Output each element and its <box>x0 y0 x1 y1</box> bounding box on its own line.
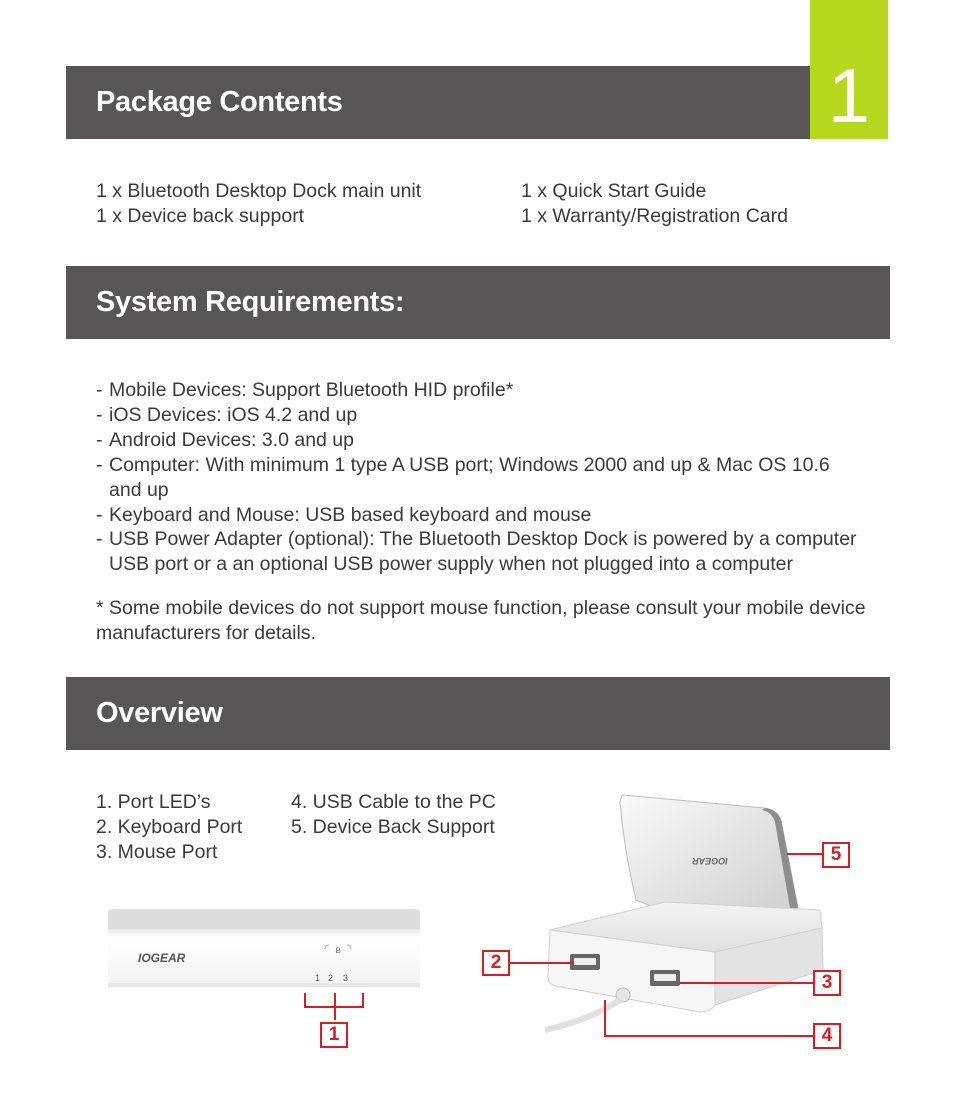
callout-4-leader <box>604 1035 813 1037</box>
callout-1-leader <box>334 1006 336 1020</box>
requirement-item: - Android Devices: 3.0 and up <box>96 428 896 453</box>
led-number: 2 <box>328 973 334 983</box>
requirement-item: - USB Power Adapter (optional): The Bluetooth Desktop Dock is powered by a computer USB port or a an optional USB power supply when not plugged into a computer <box>96 527 884 577</box>
callout-4: 4 <box>813 1023 841 1049</box>
dock-front-view-image <box>100 905 430 1000</box>
callout-1: 1 <box>320 1022 348 1048</box>
overview-item: 3. Mouse Port <box>96 841 218 863</box>
package-list-left <box>96 179 421 229</box>
dock-perspective-image <box>540 790 830 1040</box>
system-requirements-header: System Requirements: <box>66 266 890 339</box>
callout-5-leader <box>787 853 822 855</box>
requirement-item: - iOS Devices: iOS 4.2 and up <box>96 403 896 428</box>
callout-2: 2 <box>482 950 510 976</box>
back-logo-mirrored: IOGEAR <box>692 856 728 866</box>
requirements-note: * Some mobile devices do not support mouse function, please consult your mobile device manufacturers for details. <box>96 597 866 644</box>
package-item: 1 x Quick Start Guide <box>521 180 707 202</box>
overview-item: 4. USB Cable to the PC <box>291 791 496 813</box>
package-item: 1 x Bluetooth Desktop Dock main unit <box>96 180 422 202</box>
package-contents-header: Package Contents <box>66 66 810 139</box>
overview-item: 1. Port LED’s <box>96 791 211 813</box>
callout-5: 5 <box>822 842 850 868</box>
iogear-logo: IOGEAR <box>138 951 186 965</box>
callout-2-leader <box>510 962 574 964</box>
overview-list-right <box>291 790 496 840</box>
callout-1-leader <box>304 993 306 1008</box>
led-number: 3 <box>343 973 349 983</box>
overview-header: Overview <box>66 677 890 750</box>
page-number-tab: 1 <box>810 0 888 139</box>
callout-3-leader <box>680 982 813 984</box>
package-item: 1 x Warranty/Registration Card <box>521 205 788 227</box>
requirement-item: - Keyboard and Mouse: USB based keyboard and mouse <box>96 503 896 528</box>
requirement-item: - Computer: With minimum 1 type A USB port; Windows 2000 and up & Mac OS 10.6 and up <box>96 453 864 503</box>
led-number: 1 <box>315 973 321 983</box>
package-list-right <box>521 179 788 229</box>
svg-text:ʙ: ʙ <box>335 945 341 956</box>
overview-item: 2. Keyboard Port <box>96 816 243 838</box>
requirement-item: - Mobile Devices: Support Bluetooth HID profile* <box>96 378 896 403</box>
callout-1-leader <box>362 993 364 1008</box>
package-item: 1 x Device back support <box>96 205 305 227</box>
requirements-list <box>96 378 896 577</box>
overview-list-left <box>96 790 242 865</box>
overview-item: 5. Device Back Support <box>291 816 495 838</box>
callout-3: 3 <box>813 970 841 996</box>
callout-4-leader <box>604 1000 606 1036</box>
